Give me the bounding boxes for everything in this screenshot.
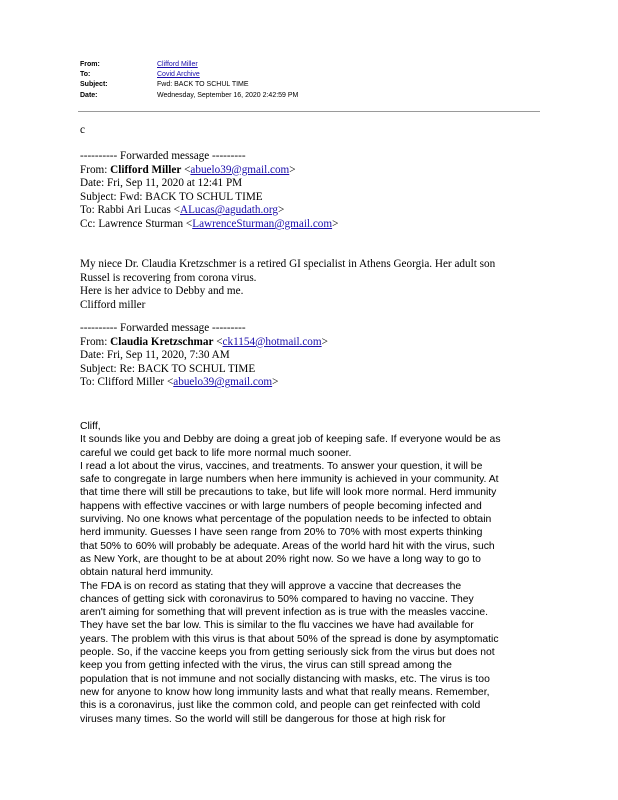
body-line: this is a coronavirus, just like the common cold, and people can get reinfected with cold bbox=[80, 700, 481, 712]
fwd1-to-email-link[interactable]: ALucas@agudath.org bbox=[179, 204, 279, 217]
body-line: that 50% to 60% will probably be adequate. Areas of the world hard hit with the virus, such bbox=[80, 540, 495, 552]
sender-note: c bbox=[80, 124, 85, 136]
body-line: new for anyone to know how long immunity lasts and what that really means. Remember, bbox=[80, 686, 490, 698]
body-line: chances of getting sick with coronavirus to 50% compared to having no vaccine. They bbox=[80, 593, 474, 605]
header-from-label: From: bbox=[80, 61, 100, 68]
body-line: people. So, if the vaccine keeps you from getting seriously sick from the virus but does not bbox=[80, 647, 495, 659]
email-header bbox=[80, 60, 298, 101]
intro-line: My niece Dr. Claudia Kretzschmer is a retired GI specialist in Athens Georgia. Her adult son bbox=[80, 258, 496, 270]
body-line: as New York, are thought to be at about 20% right now. So we have a long way to go to bbox=[80, 553, 481, 565]
body-line: safe to congregate in large numbers when here immunity is achieved in your community. At bbox=[80, 474, 499, 486]
body-line: careful we could get back to life more normal much sooner. bbox=[80, 447, 352, 459]
fwd2-from-name: Claudia Kretzschmar bbox=[110, 335, 214, 348]
body-line: population that is not immune and not socially distancing with masks, etc. The virus is too bbox=[80, 673, 490, 685]
fwd1-from-line: From: Clifford Miller <abuelo39@gmail.com> bbox=[80, 163, 296, 176]
intro-line: Russel is recovering from corona virus. bbox=[80, 271, 257, 284]
body-line: Cliff, bbox=[80, 421, 101, 432]
email-body bbox=[80, 420, 550, 726]
fwd1-subject-line: Subject: Fwd: BACK TO SCHUL TIME bbox=[80, 190, 263, 203]
fwd2-to-line: To: Clifford Miller <abuelo39@gmail.com> bbox=[80, 376, 279, 389]
header-date-value: Wednesday, September 16, 2020 2:42:59 PM bbox=[157, 91, 299, 99]
fwd2-from-email-link[interactable]: ck1154@hotmail.com bbox=[222, 335, 322, 348]
body-line: obtain natural herd immunity. bbox=[80, 567, 214, 579]
header-date-label: Date: bbox=[80, 91, 98, 99]
fwd1-cc-line: Cc: Lawrence Sturman <LawrenceSturman@gmail.com> bbox=[80, 217, 339, 230]
body-line: keep you from getting infected with the virus, the virus can still spread among the bbox=[80, 660, 452, 672]
fwd1-date-line: Date: Fri, Sep 11, 2020 at 12:41 PM bbox=[80, 177, 243, 190]
header-to-link[interactable]: Covid Archive bbox=[157, 71, 200, 79]
intro-paragraph bbox=[80, 258, 495, 312]
header-divider bbox=[78, 111, 540, 112]
header-subject-label: Subject: bbox=[80, 81, 108, 89]
forward-separator: ---------- Forwarded message --------- bbox=[80, 322, 246, 334]
header-from-row bbox=[80, 60, 298, 70]
body-line: years. The problem with this virus is that about 50% of the spread is done by asymptomatic bbox=[80, 633, 499, 645]
body-line: that time there will still be precautions to take, but life will look more normal. Herd immunity bbox=[80, 487, 497, 499]
body-line: aren't aiming for something that will prevent infection as is true with the measles vaccine. bbox=[80, 607, 488, 619]
fwd1-from-name: Clifford Miller bbox=[110, 163, 182, 176]
body-line: They have set the bar low. This is similar to the flu vaccines we have had available for bbox=[80, 620, 474, 632]
body-line: viruses many times. So the world will still be dangerous for those at high risk for bbox=[80, 713, 446, 725]
body-line: surviving. No one knows what percentage of the population needs to be infected to obtain bbox=[80, 514, 492, 526]
fwd1-cc-email-link[interactable]: LawrenceSturman@gmail.com bbox=[192, 217, 333, 230]
forward-separator: ---------- Forwarded message --------- bbox=[80, 150, 246, 162]
fwd2-to-email-link[interactable]: abuelo39@gmail.com bbox=[173, 376, 273, 389]
fwd1-to-line: To: Rabbi Ari Lucas <ALucas@agudath.org> bbox=[80, 204, 285, 217]
header-from-link[interactable]: Clifford Miller bbox=[157, 61, 198, 68]
body-line: happens with effective vaccines or with large numbers of people becoming infected and bbox=[80, 500, 482, 512]
fwd2-from-line: From: Claudia Kretzschmar <ck1154@hotmail.com> bbox=[80, 335, 328, 348]
body-line: herd immunity. Guesses I have seen range from 20% to 70% with most experts thinking bbox=[80, 527, 483, 539]
body-line: The FDA is on record as stating that they will approve a vaccine that decreases the bbox=[80, 580, 462, 592]
forwarded-block-1 bbox=[80, 150, 338, 232]
header-date-row bbox=[80, 91, 298, 101]
header-subject-row bbox=[80, 80, 298, 90]
header-subject-value: Fwd: BACK TO SCHUL TIME bbox=[157, 81, 249, 89]
fwd1-from-email-link[interactable]: abuelo39@gmail.com bbox=[190, 163, 290, 176]
forwarded-block-2 bbox=[80, 322, 328, 390]
header-to-label: To: bbox=[80, 71, 91, 79]
intro-line: Here is her advice to Debby and me. bbox=[80, 285, 244, 298]
body-line: It sounds like you and Debby are doing a great job of keeping safe. If everyone would be as bbox=[80, 434, 501, 446]
fwd2-subject-line: Subject: Re: BACK TO SCHUL TIME bbox=[80, 362, 256, 375]
intro-line: Clifford miller bbox=[80, 298, 146, 311]
header-to-row bbox=[80, 70, 298, 80]
body-line: I read a lot about the virus, vaccines, and treatments. To answer your question, it will be bbox=[80, 460, 483, 472]
fwd2-date-line: Date: Fri, Sep 11, 2020, 7:30 AM bbox=[80, 349, 230, 362]
